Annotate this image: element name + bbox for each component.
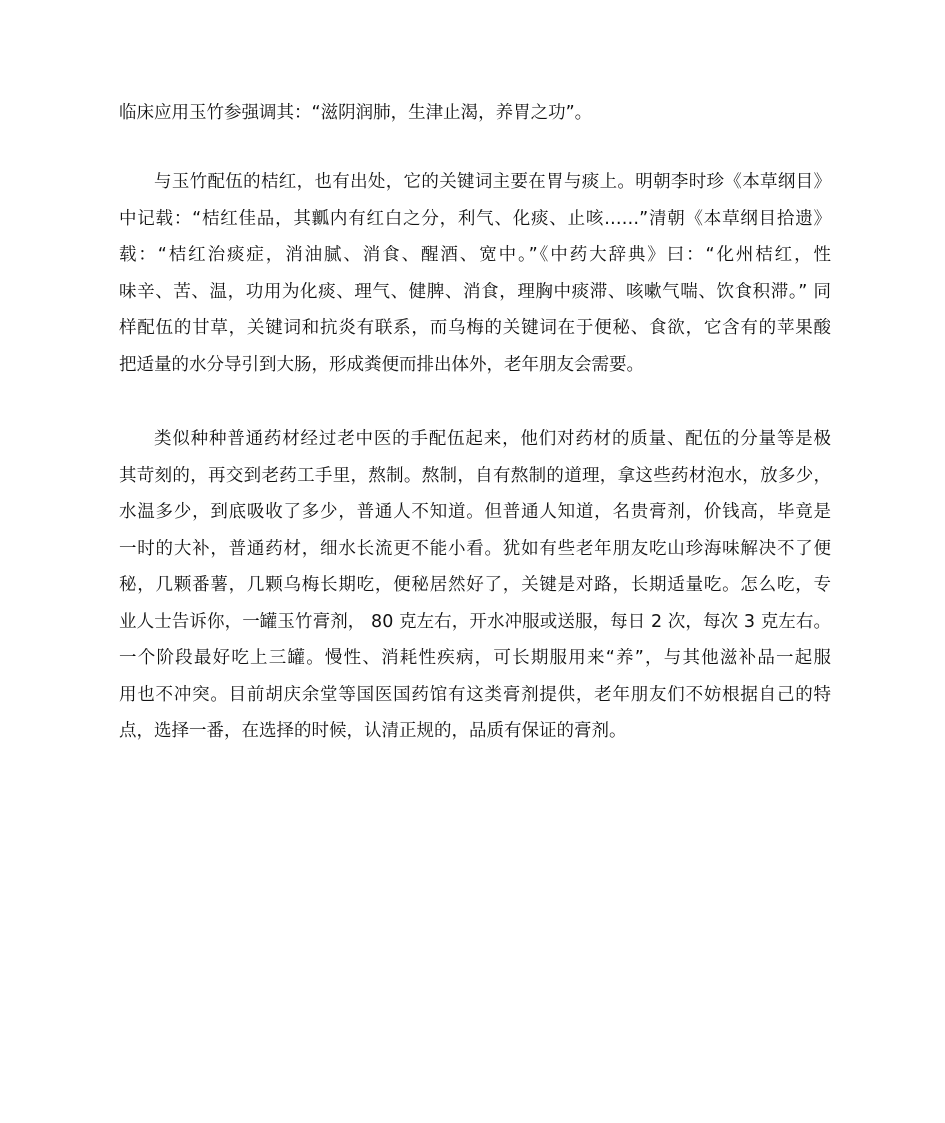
paragraph-line: 中记载：“桔红佳品，其瓤内有红白之分，利气、化痰、止咳……”清朝《本草纲目拾遗》 xyxy=(119,208,831,229)
paragraph-line: 把适量的水分导引到大肠，形成粪便而排出体外，老年朋友会需要。 xyxy=(119,354,644,375)
paragraph-line: 一时的大补，普通药材，细水长流更不能小看。犹如有些老年朋友吃山珍海味解决不了便 xyxy=(119,538,831,559)
paragraph-line: 其苛刻的，再交到老药工手里，熬制。熬制，自有熬制的道理，拿这些药材泡水，放多少， xyxy=(119,465,831,486)
paragraph-line: 临床应用玉竹参强调其：“滋阴润肺，生津止渴，养胃之功”。 xyxy=(119,103,593,123)
paragraph-line: 业人士告诉你，一罐玉竹膏剂， 80 克左右，开水冲服或送服，每日 2 次，每次 3 克左右。 xyxy=(119,611,831,632)
paragraph-line: 水温多少，到底吸收了多少，普通人不知道。但普通人知道，名贵膏剂，价钱高，毕竟是 xyxy=(119,502,831,522)
paragraph-line: 秘，几颗番薯，几颗乌梅长期吃，便秘居然好了，关键是对路，长期适量吃。怎么吃，专 xyxy=(119,575,831,595)
paragraph-line: 一个阶段最好吃上三罐。慢性、消耗性疾病，可长期服用来“养”，与其他滋补品一起服 xyxy=(119,648,831,668)
paragraph-usage-guidance xyxy=(119,421,831,750)
paragraph-line: 点，选择一番，在选择的时候，认清正规的，品质有保证的膏剂。 xyxy=(119,721,627,741)
paragraph-juhong-description xyxy=(119,164,831,383)
paragraph-line: 味辛、苦、温，功用为化痰、理气、健脾、消食，理胸中痰滞、咳嗽气喘、饮食积滞。” 同 xyxy=(119,281,831,302)
paragraph-line: 用也不冲突。目前胡庆余堂等国医国药馆有这类膏剂提供，老年朋友们不妨根据自己的特 xyxy=(119,684,831,705)
paragraph-line: 载：“桔红治痰症，消油腻、消食、醒酒、宽中。”《中药大辞典》曰：“化州桔红，性 xyxy=(119,245,831,265)
paragraph-line: 类似种种普通药材经过老中医的手配伍起来，他们对药材的质量、配伍的分量等是极 xyxy=(154,429,831,449)
paragraph-line: 与玉竹配伍的桔红，也有出处，它的关键词主要在胃与痰上。明朝李时珍《本草纲目》 xyxy=(154,172,831,192)
paragraph-yuzhu-function xyxy=(119,95,831,132)
paragraph-line: 样配伍的甘草，关键词和抗炎有联系，而乌梅的关键词在于便秘、食欲，它含有的苹果酸 xyxy=(119,318,831,338)
